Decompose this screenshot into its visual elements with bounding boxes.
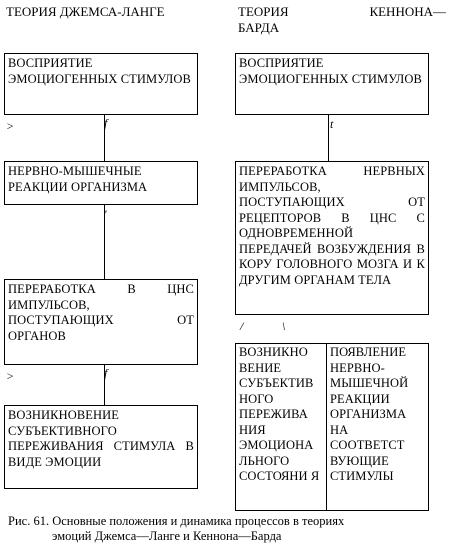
figure-caption — [8, 514, 448, 544]
left-box-cns-processing: ПЕРЕРАБОТКА В ЦНС ИМПУЛЬСОВ, ПОСТУПАЮЩИХ ОТ ОРГАНОВ — [4, 279, 198, 365]
right-mark-2b: \ — [282, 319, 286, 333]
caption-line1: Рис. 61. Основные положения и динамика процессов в теориях — [8, 514, 345, 528]
right-split-left-experience: ВОЗНИКНО ВЕНИЕ СУБЪЕКТИВ НОГО ПЕРЕЖИВА НИЯ ЭМОЦИОНА ЛЬНОГО СОСТОЯНИ Я — [236, 344, 327, 510]
right-box-processing: ПЕРЕРАБОТКА НЕРВНЫХ ИМПУЛЬСОВ, ПОСТУПАЮЩИХ ОТ РЕЦЕПТОРОВ В ЦНС С ОДНОВРЕМЕННОЙ ПЕРЕДАЧЕЙ ВОЗБУЖДЕНИЯ В КОРУ ГОЛОВНОГО МОЗГА И К ДРУГИМ ОРГАНАМ ТЕЛА — [235, 161, 429, 315]
right-title-word2: КЕННОНА— — [369, 4, 446, 19]
right-mark-2a: / — [240, 319, 244, 333]
right-title-word1: ТЕОРИЯ — [238, 4, 289, 19]
right-title-line2: БАРДА — [238, 20, 280, 35]
right-mark-1: t — [330, 117, 334, 131]
caption-line2: эмоций Джемса—Ланге и Кеннона—Барда — [52, 529, 282, 543]
left-mark-3b: f — [104, 366, 108, 380]
right-box-perception: ВОСПРИЯТИЕ ЭМОЦИОГЕННЫХ СТИМУЛОВ — [235, 53, 429, 115]
right-split-right-reaction: ПОЯВЛЕНИЕ НЕРВНО-МЫШЕЧНОЙ РЕАКЦИИ ОРГАНИЗМА НА СООТВЕТСТ ВУЮЩИЕ СТИМУЛЫ — [330, 345, 409, 483]
left-box-perception: ВОСПРИЯТИЕ ЭМОЦИОГЕННЫХ СТИМУЛОВ — [4, 53, 198, 115]
left-mark-1b: f — [104, 116, 108, 130]
left-box-emotion: ВОЗНИКНОВЕНИЕ СУБЪЕКТИВНОГО ПЕРЕЖИВАНИЯ СТИМУЛА В ВИДЕ ЭМОЦИИ — [4, 405, 198, 489]
right-connector-1 — [328, 115, 329, 161]
left-title: ТЕОРИЯ ДЖЕМСА-ЛАНГЕ — [6, 4, 165, 19]
left-mark-3a: > — [6, 369, 15, 383]
right-box-split — [235, 343, 429, 511]
right-title-line1 — [238, 4, 446, 20]
left-mark-2: ' — [104, 207, 107, 221]
left-mark-1a: > — [6, 119, 15, 133]
left-box-neuromuscular: НЕРВНО-МЫШЕЧНЫЕ РЕАКЦИИ ОРГАНИЗМА — [4, 161, 198, 205]
